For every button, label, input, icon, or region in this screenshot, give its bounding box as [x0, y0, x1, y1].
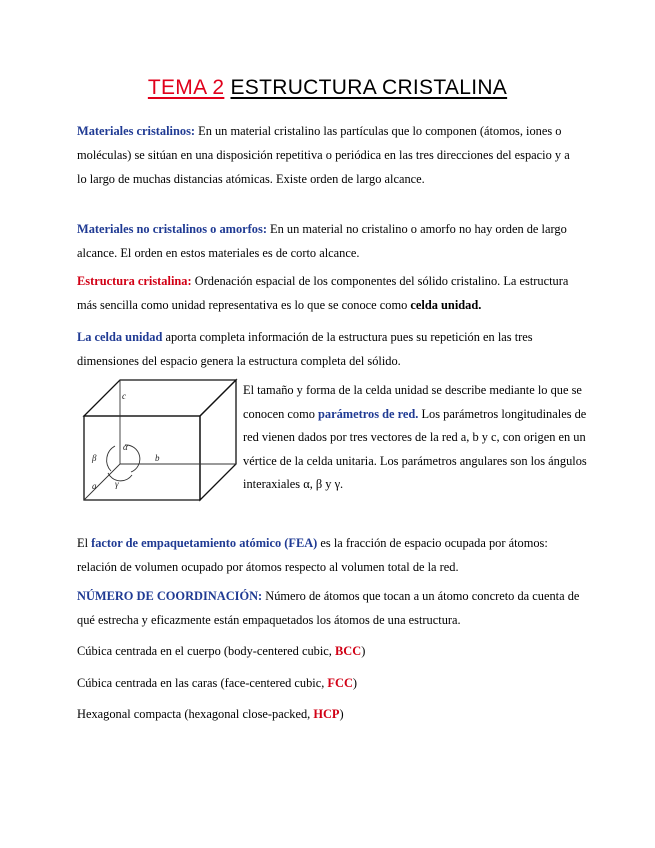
term-materiales-cristalinos: Materiales cristalinos: [77, 124, 196, 138]
title-text: ESTRUCTURA CRISTALINA [230, 76, 508, 99]
structure-close: ) [339, 707, 344, 721]
paragraph-text: El tamaño y forma de la celda unidad se describe mediante lo que se conocen como [243, 383, 582, 421]
paragraph-text: aporta completa información de la estructura pues su repetición en las tres dimensiones del espacio genera la estructura completa del sólido. [77, 330, 533, 368]
page-title [0, 76, 655, 100]
title-number: TEMA 2 [147, 76, 225, 99]
label-c: c [122, 391, 126, 401]
unit-cell-figure [78, 376, 240, 508]
label-beta: β [92, 453, 97, 463]
paragraph-numero-coordinacion [77, 584, 582, 632]
label-alpha: α [123, 442, 128, 452]
structure-abbr-bcc: BCC [335, 644, 362, 658]
paragraph-estructura-cristalina [77, 269, 582, 317]
cell-front-face [84, 416, 200, 500]
cell-top-face [84, 380, 236, 416]
paragraph-fea [77, 531, 582, 579]
paragraph-materiales-cristalinos [77, 119, 582, 191]
structure-fcc [77, 671, 582, 695]
cell-side-face [200, 380, 236, 500]
term-numero-coordinacion: NÚMERO DE COORDINACIÓN: [77, 589, 263, 603]
paragraph-celda-unidad [77, 325, 582, 373]
structure-bcc [77, 639, 582, 663]
term-estructura-cristalina: Estructura cristalina: [77, 274, 192, 288]
structure-abbr-hcp: HCP [313, 707, 340, 721]
structure-text: Hexagonal compacta (hexagonal close-packed, [77, 707, 314, 721]
structure-hcp [77, 702, 582, 726]
label-a: a [92, 481, 97, 491]
angle-beta-arc [107, 446, 115, 471]
paragraph-text: En un material cristalino las partículas que lo componen (átomos, iones o moléculas) se sitúan en una disposición repetitiva o periódica en las tres direcciones del espacio y a lo largo de muchas distancias atómicas. Existe orden de largo alcance. [77, 124, 570, 186]
paragraph-materiales-amorfos [77, 217, 582, 265]
paragraph-text: Los parámetros longitudinales de red vienen dados por tres vectores de la red a, b y c, con origen en un vértice de la celda unitaria. Los parámetros angulares son los ángulos interaxiales α, β y γ. [243, 406, 587, 491]
term-materiales-amorfos: Materiales no cristalinos o amorfos: [77, 222, 267, 236]
structure-close: ) [352, 676, 358, 690]
paragraph-text: Ordenación espacial de los componentes del sólido cristalino. La estructura más sencilla como unidad representativa es lo que se conoce como [77, 274, 569, 312]
term-celda-unidad: celda unidad. [410, 298, 482, 312]
paragraph-text: Número de átomos que tocan a un átomo concreto da cuenta de qué estrecha y eficazmente están empaquetados los átomos de una estructura. [77, 589, 580, 627]
paragraph-text: El [77, 536, 92, 550]
angle-gamma-arc [108, 473, 132, 481]
term-fea: factor de empaquetamiento atómico (FEA) [91, 536, 318, 550]
term-parametros-red: parámetros de red. [318, 406, 419, 421]
structure-text: Cúbica centrada en el cuerpo (body-centered cubic, [77, 644, 336, 658]
label-b: b [155, 453, 160, 463]
paragraph-text: En un material no cristalino o amorfo no hay orden de largo alcance. El orden en estos materiales es de corto alcance. [77, 222, 567, 260]
paragraph-parametros-red [243, 379, 588, 497]
structure-abbr-fcc: FCC [327, 676, 353, 690]
term-la-celda-unidad: La celda unidad [77, 330, 163, 344]
structure-text: Cúbica centrada en las caras (face-centered cubic, [77, 676, 328, 690]
paragraph-text: es la fracción de espacio ocupada por átomos: relación de volumen ocupado por átomos respecto al volumen total de la red. [77, 536, 548, 574]
label-gamma: γ [115, 479, 119, 489]
structure-close: ) [361, 644, 366, 658]
